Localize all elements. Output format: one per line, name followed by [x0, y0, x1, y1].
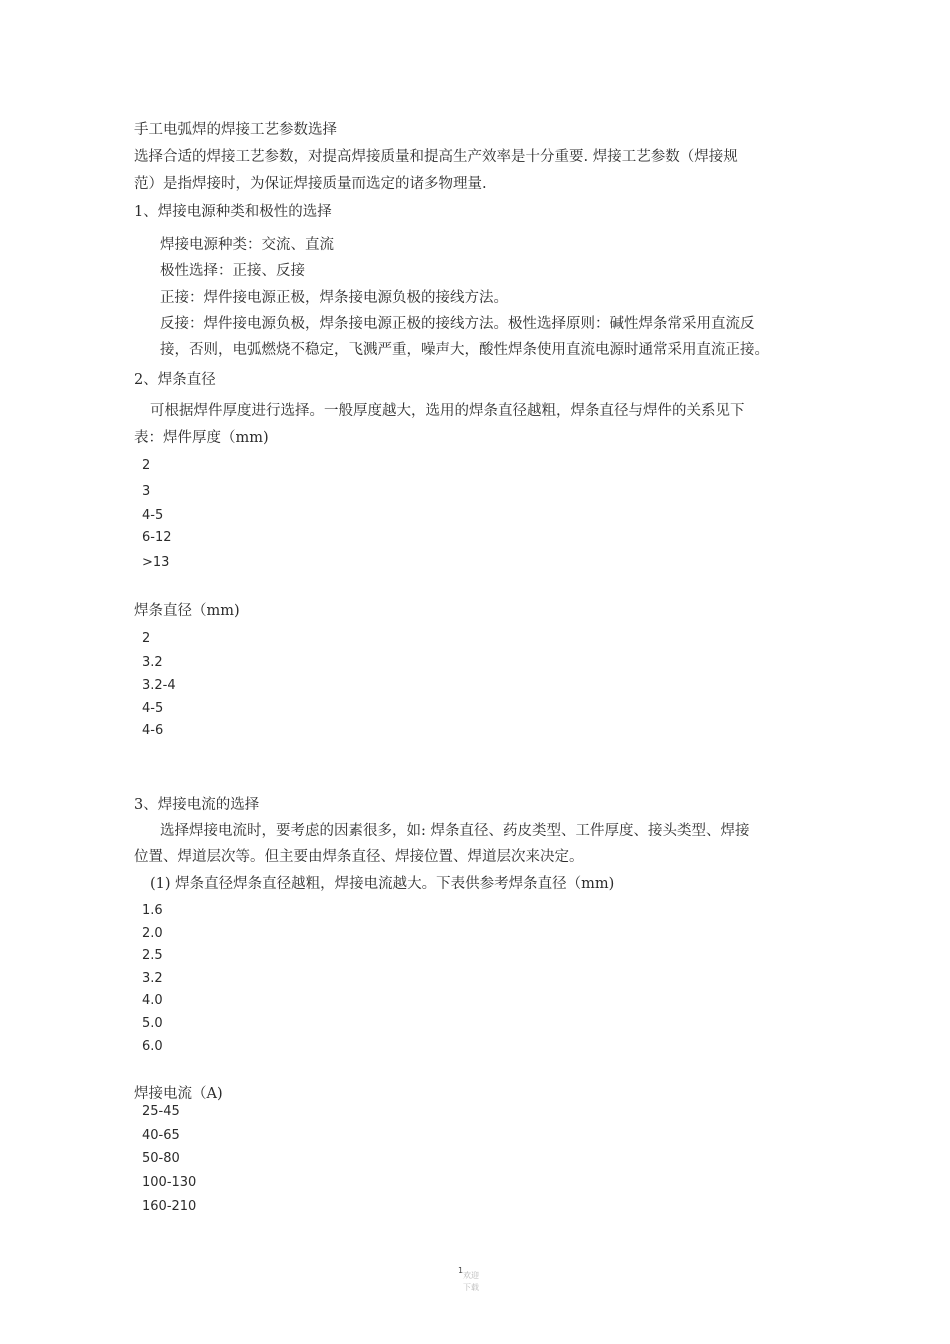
electrode-diameter-value: 6.0	[142, 1039, 163, 1054]
thickness-value: 3	[142, 484, 151, 499]
current-value: 100-130	[142, 1175, 197, 1190]
page-number: 1	[458, 1266, 464, 1275]
intro-line-2: 范）是指焊接时，为保证焊接质量而选定的诸多物理量.	[134, 176, 487, 192]
current-value: 40-65	[142, 1128, 180, 1143]
electrode-diameter-value: 5.0	[142, 1016, 163, 1031]
diameter-value: 4-6	[142, 723, 164, 738]
section3-heading: 3、焊接电流的选择	[134, 797, 260, 813]
current-value: 25-45	[142, 1104, 180, 1119]
section2-heading: 2、焊条直径	[134, 372, 216, 388]
section1-heading: 1、焊接电源种类和极性的选择	[134, 204, 332, 220]
electrode-diameter-value: 2.0	[142, 926, 163, 941]
section3-desc-line-2: 位置、焊道层次等。但主要由焊条直径、焊接位置、焊道层次来决定。	[134, 849, 584, 865]
footer-note: 欢迎下载	[463, 1271, 479, 1292]
thickness-value: 4-5	[142, 508, 164, 523]
thickness-value: 2	[142, 458, 151, 473]
reverse-connection-line-1: 反接：焊件接电源负极，焊条接电源正极的接线方法。极性选择原则：碱性焊条常采用直流反	[160, 316, 755, 332]
positive-connection-text: 正接：焊件接电源正极，焊条接电源负极的接线方法。	[160, 290, 508, 306]
current-value: 50-80	[142, 1151, 180, 1166]
diameter-header: 焊条直径（mm)	[134, 603, 240, 619]
section2-desc-line-1: 可根据焊件厚度进行选择。一般厚度越大，选用的焊条直径越粗，焊条直径与焊件的关系见下	[150, 403, 745, 419]
section3-desc-line-1: 选择焊接电流时，要考虑的因素很多，如: 焊条直径、药皮类型、工件厚度、接头类型、焊接	[160, 823, 750, 839]
intro-line-1: 选择合适的焊接工艺参数，对提高焊接质量和提高生产效率是十分重要. 焊接工艺参数（焊接规	[134, 149, 738, 165]
power-types-text: 焊接电源种类：交流、直流	[160, 237, 334, 253]
polarity-text: 极性选择：正接、反接	[160, 263, 305, 279]
diameter-value: 3.2-4	[142, 678, 176, 693]
current-header: 焊接电流（A)	[134, 1086, 223, 1102]
electrode-diameter-value: 2.5	[142, 948, 163, 963]
thickness-value: >13	[142, 555, 170, 570]
current-value: 160-210	[142, 1199, 197, 1214]
section3-sub1: (1) 焊条直径焊条直径越粗，焊接电流越大。下表供参考焊条直径（mm)	[150, 876, 615, 892]
reverse-connection-line-2: 接，否则，电弧燃烧不稳定，飞溅严重，噪声大，酸性焊条使用直流电源时通常采用直流正接。	[160, 342, 769, 358]
section2-desc-line-2: 表：焊件厚度（mm)	[134, 430, 269, 446]
diameter-value: 3.2	[142, 655, 163, 670]
electrode-diameter-value: 3.2	[142, 971, 163, 986]
diameter-value: 2	[142, 631, 151, 646]
electrode-diameter-value: 1.6	[142, 903, 163, 918]
diameter-value: 4-5	[142, 701, 164, 716]
page-title: 手工电弧焊的焊接工艺参数选择	[134, 122, 337, 138]
electrode-diameter-value: 4.0	[142, 993, 163, 1008]
thickness-value: 6-12	[142, 530, 172, 545]
